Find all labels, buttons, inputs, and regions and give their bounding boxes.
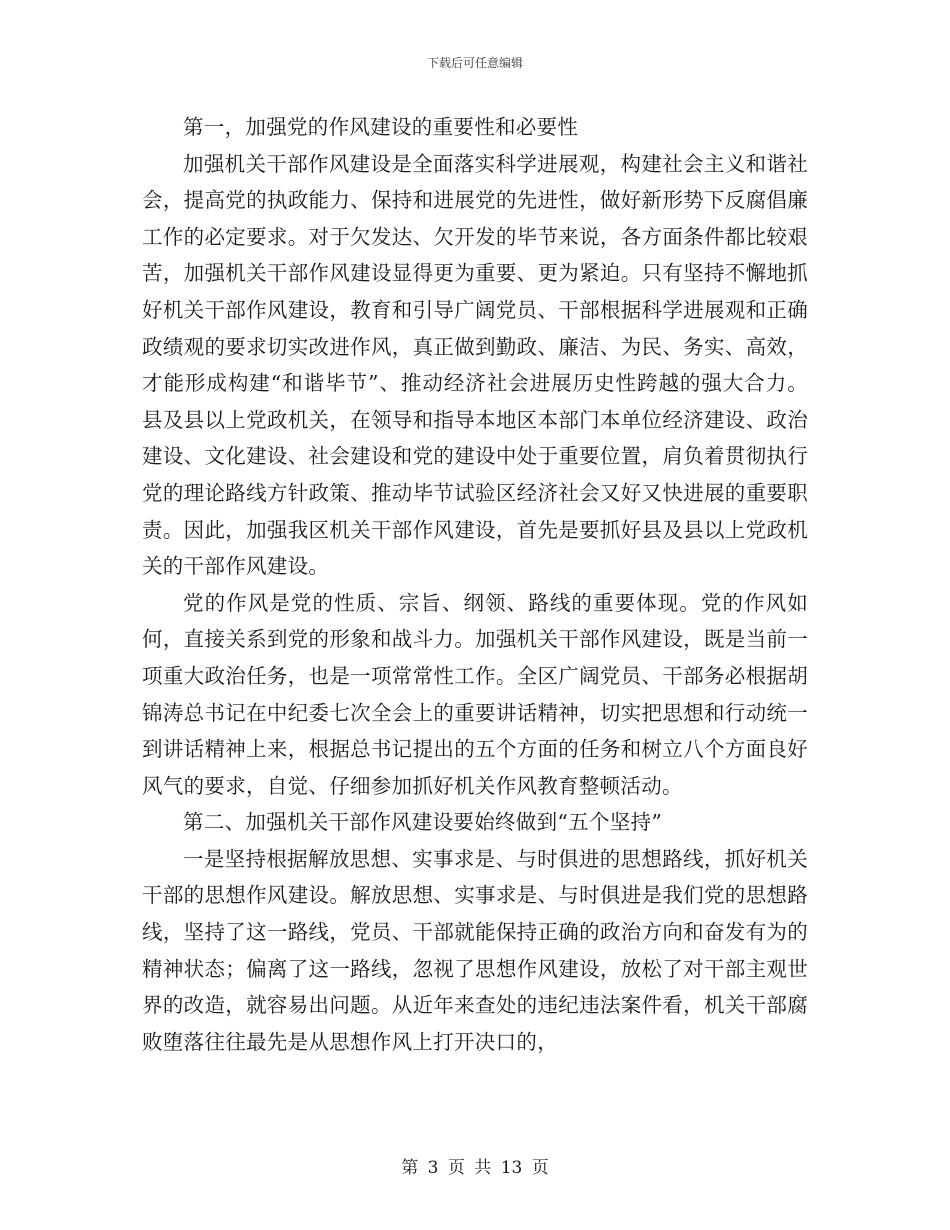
paragraph: 一是坚持根据解放思想、实事求是、与时俱进的思想路线，抓好机关干部的思想作风建设。解放思想、实事求是、与时俱进是我们党的思想路线，坚持了这一路线，党员、干部就能保持正确的政治方向和奋发有为的精神状态；偏离了这一路线，忽视了思想作风建设，放松了对干部主观世界的改造，就容易出问题。从近年来查处的违纪违法案件看，机关干部腐败堕落往往最先是从思想作风上打开决口的， bbox=[142, 846, 808, 1054]
section-heading-1: 第一，加强党的作风建设的重要性和必要性 bbox=[183, 115, 579, 139]
paragraph: 党的作风是党的性质、宗旨、纲领、路线的重要体现。党的作风如何，直接关系到党的形象和战斗力。加强机关干部作风建设，既是当前一项重大政治任务，也是一项常常性工作。全区广阔党员、干部务必根据胡锦涛总书记在中纪委七次全会上的重要讲话精神，切实把思想和行动统一到讲话精神上来，根据总书记提出的五个方面的任务和树立八个方面良好风气的要求，自觉、仔细参加抓好机关作风教育整顿活动。 bbox=[142, 590, 808, 798]
page-header: 下载后可任意编辑 bbox=[426, 56, 523, 70]
section-heading-2: 第二、加强机关干部作风建设要始终做到“五个坚持” bbox=[183, 810, 663, 835]
document-body bbox=[142, 109, 808, 1060]
paragraph: 加强机关干部作风建设是全面落实科学进展观，构建社会主义和谐社会，提高党的执政能力、保持和进展党的先进性，做好新形势下反腐倡廉工作的必定要求。对于欠发达、欠开发的毕节来说，各方面条件都比较艰苦，加强机关干部作风建设显得更为重要、更为紧迫。只有坚持不懈地抓好机关干部作风建设，教育和引导广阔党员、干部根据科学进展观和正确政绩观的要求切实改进作风，真正做到勤政、廉洁、为民、务实、高效，才能形成构建“和谐毕节”、推动经济社会进展历史性跨越的强大合力。县及县以上党政机关，在领导和指导本地区本部门本单位经济建设、政治建设、文化建设、社会建设和党的建设中处于重要位置，肩负着贯彻执行党的理论路线方针政策、推动毕节试验区经济社会又好又快进展的重要职责。因此，加强我区机关干部作风建设，首先是要抓好县及县以上党政机关的干部作风建设。 bbox=[142, 151, 808, 579]
page-number: 第 3 页 共 13 页 bbox=[401, 1158, 549, 1178]
